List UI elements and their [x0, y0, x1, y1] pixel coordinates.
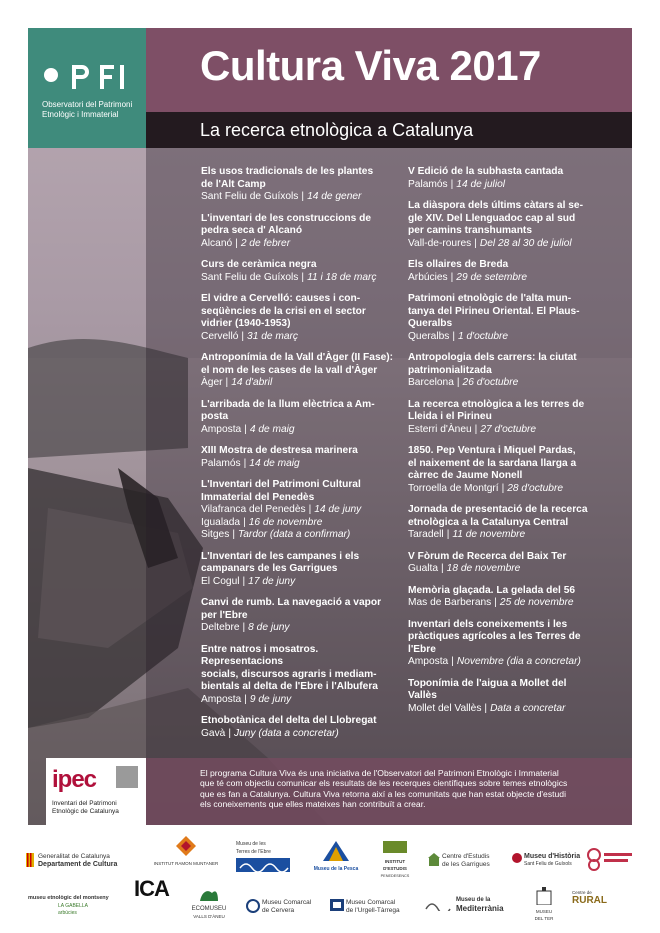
event-place: Sitges — [201, 529, 230, 540]
event-title: etnològica a la Catalunya Central — [408, 516, 569, 528]
cervera-icon — [246, 899, 260, 913]
event-place: Alcanó — [201, 237, 233, 249]
event-place-date — [408, 238, 608, 251]
event-title: 1850. Pep Ventura i Miquel Pardas, — [408, 445, 576, 456]
event-place: Sant Feliu de Guíxols — [201, 191, 299, 202]
event-item — [201, 445, 401, 470]
event-separator: | — [243, 457, 247, 469]
sponsor-logos — [0, 835, 660, 933]
event-place: El Cogul — [201, 575, 240, 587]
cervera-line1: Museu Comarcal — [262, 899, 312, 906]
event-separator: | — [301, 191, 305, 202]
footer-line: els coneixements que elles mateixes han contribuït a crear. — [200, 799, 426, 810]
ipec-logo-box — [46, 758, 146, 825]
event-item — [201, 551, 401, 589]
events-right-column — [408, 166, 608, 724]
event-date: 31 de març — [247, 330, 298, 342]
event-separator: | — [441, 563, 444, 574]
montseny-line2: LA GABELLA — [58, 902, 89, 909]
terres-ebre-line2: Terres de l'Ebre — [236, 848, 271, 855]
event-separator: | — [456, 377, 460, 388]
event-place-date — [201, 504, 401, 517]
event-item — [201, 399, 401, 437]
event-item — [408, 551, 608, 576]
event-title: Queralbs — [408, 318, 453, 329]
event-title: càrrec de Jaume Nonell — [408, 470, 523, 481]
event-place-date — [201, 424, 401, 437]
event-place-date — [408, 424, 608, 437]
event-place-date — [201, 191, 401, 204]
event-place: Igualada — [201, 516, 241, 528]
generalitat-line1: Generalitat de Catalunya — [38, 853, 110, 860]
event-separator: | — [452, 330, 455, 342]
event-item — [408, 445, 608, 495]
event-separator: | — [235, 237, 238, 249]
event-place: Vilafranca del Penedès — [201, 504, 306, 515]
event-title: Els usos tradicionals de les plantes — [201, 166, 374, 177]
event-title: el naixement de la sardana llarga a — [408, 457, 577, 469]
event-title: V Edició de la subhasta cantada — [408, 166, 564, 177]
opei-logo-icon — [42, 62, 136, 96]
museu-comarcal-cervera-logo — [246, 899, 311, 914]
event-place-date — [201, 728, 401, 741]
event-item — [201, 597, 401, 635]
event-separator: | — [450, 178, 454, 190]
event-date: 2 de febrer — [240, 237, 291, 249]
event-item — [408, 200, 608, 250]
event-separator: | — [494, 597, 497, 608]
event-place-date — [408, 483, 608, 496]
iep-icon — [382, 839, 408, 855]
event-item — [201, 352, 401, 390]
event-title: campanars de les Garrigues — [201, 563, 338, 574]
event-place-date — [201, 331, 401, 344]
iep-line3: PENEDESENCS — [380, 873, 410, 878]
ipec-line1: Inventari del Patrimoni — [52, 800, 117, 807]
event-separator: | — [451, 656, 454, 667]
event-place-date — [408, 563, 608, 576]
event-date: 14 de juny — [314, 504, 362, 515]
event-date: 26 d'octubre — [462, 377, 519, 388]
rural-line2: RURAL — [572, 894, 607, 906]
event-title: L'Inventari del Patrimoni Cultural — [201, 479, 361, 490]
event-date: 29 de setembre — [456, 271, 528, 283]
event-item — [201, 213, 401, 251]
ecomuseu-logo — [186, 887, 232, 921]
garrigues-line2: de les Garrigues — [442, 860, 490, 868]
ipec-line2: Etnològic de Catalunya — [52, 808, 119, 815]
event-place: Amposta — [201, 423, 242, 435]
cervera-line2: de Cervera — [262, 906, 295, 914]
opei-org-line1: Observatori del Patrimoni — [42, 100, 133, 109]
event-date: Novembre (dia a concretar) — [456, 656, 581, 667]
iep-logo — [378, 839, 412, 880]
urgell-line2: de l'Urgell-Tàrrega — [346, 906, 400, 914]
event-title: Entre natros i mosatros. Representacions — [201, 643, 319, 667]
event-date: 18 de novembre — [446, 563, 521, 574]
event-date: 14 d'abril — [231, 377, 273, 388]
event-title: tanya del Pirineu Oriental. El Plaus- — [408, 305, 580, 317]
event-title: Toponímia de l'aigua a Mollet del — [408, 677, 567, 689]
events-left-column — [201, 166, 401, 749]
event-place-date — [201, 377, 401, 390]
page-title: Cultura Viva 2017 — [200, 42, 541, 89]
museu-ter-icon — [536, 887, 552, 905]
event-place: Taradell — [408, 529, 444, 540]
event-title: Immaterial del Penedès — [201, 491, 315, 503]
event-item — [408, 504, 608, 542]
event-separator: | — [308, 504, 312, 515]
event-title: bientals al delta de l'Ebre i l'Albufera — [201, 681, 378, 692]
event-item — [408, 619, 608, 669]
event-separator: | — [232, 529, 235, 540]
event-date: 27 d'octubre — [480, 423, 537, 435]
event-title: l'Ebre — [408, 643, 436, 655]
event-title: de l'Alt Camp — [201, 178, 266, 190]
event-title: Patrimoni etnològic de l'alta mun- — [408, 293, 572, 304]
event-date: Del 28 al 30 de juliol — [479, 237, 572, 249]
event-date: 11 i 18 de març — [307, 271, 377, 283]
museu-etnologic-montseny-logo — [28, 895, 109, 918]
event-separator: | — [244, 693, 247, 705]
event-title: Inventari dels coneixements i les — [408, 618, 568, 630]
event-place: Queralbs — [408, 330, 450, 342]
event-place: Cervelló — [201, 330, 239, 342]
event-title: seqüències de la crisi en el sector — [201, 305, 366, 317]
ramon-muntaner-icon — [175, 835, 197, 857]
event-title: patrimonialitzada — [408, 364, 492, 376]
event-title: pedra seca d' Alcanó — [201, 225, 303, 236]
centre-interpretacio-rural-logo — [572, 889, 607, 904]
event-date: 8 de juny — [248, 622, 290, 633]
event-place-date — [408, 377, 608, 390]
ipec-square-icon — [116, 766, 138, 788]
event-date: 14 de juliol — [456, 178, 506, 190]
urgell-line1: Museu Comarcal — [346, 899, 396, 906]
event-place: Àger — [201, 377, 223, 388]
event-date: 14 de gener — [307, 191, 362, 202]
event-separator: | — [241, 330, 245, 342]
event-place-date — [408, 179, 608, 192]
event-item — [201, 715, 401, 740]
generalitat-logo — [28, 853, 117, 868]
event-item — [408, 678, 608, 716]
event-item — [201, 259, 401, 284]
event-place: Mollet del Vallès — [408, 702, 482, 714]
event-item — [201, 166, 401, 204]
event-item — [201, 479, 401, 542]
event-title: Canvi de rumb. La navegació a vapor — [201, 597, 382, 608]
event-title: El vidre a Cervelló: causes i con- — [201, 293, 361, 304]
ecomuseu-line2: VALLS D'ÀNEU — [193, 914, 225, 919]
event-separator: | — [450, 271, 454, 283]
event-separator: | — [474, 423, 478, 435]
sant-feliu-line2: Sant Feliu de Guíxols — [524, 860, 572, 867]
event-separator: | — [244, 423, 247, 435]
event-title: L'inventari de les construccions de — [201, 212, 371, 224]
museu-historia-sant-feliu-logo — [512, 853, 580, 868]
event-date: Tardor (data a confirmar) — [237, 529, 351, 540]
event-title: Lleida i el Pirineu — [408, 411, 492, 422]
event-date: 16 de novembre — [248, 516, 323, 528]
mediterrania-line1: Museu de la — [456, 897, 491, 903]
museu-pesca-icon — [321, 841, 351, 863]
event-date: 9 de juny — [249, 693, 292, 705]
footer-line: El programa Cultura Viva és una iniciativa de l'Observatori del Patrimoni Etnològic i Immaterial — [200, 768, 559, 778]
event-item — [408, 352, 608, 390]
event-separator: | — [474, 237, 477, 249]
event-title: Antropologia dels carrers: la ciutat — [408, 352, 577, 363]
rural-line1: Centre de — [572, 890, 592, 895]
event-title: vidrier (1940-1953) — [201, 318, 291, 329]
event-place-date — [408, 331, 608, 344]
event-separator: | — [301, 271, 305, 283]
montseny-line3: arbúcies — [58, 910, 77, 916]
ipec-caption — [52, 800, 144, 816]
event-item — [201, 644, 401, 707]
event-title: per l'Ebre — [201, 609, 248, 621]
event-place-date — [408, 597, 608, 610]
event-place-date — [201, 576, 401, 589]
event-item — [408, 585, 608, 610]
footer-line: que es fan a Catalunya. Cultura Viva retorna així a les comunitats que han estat objecte d'estudi — [200, 788, 566, 799]
ramon-muntaner-text: INSTITUT RAMON MUNTANER — [153, 860, 219, 866]
event-separator: | — [484, 702, 488, 714]
museu-mediterrania-logo — [456, 897, 504, 912]
centre-estudis-garrigues-logo — [428, 853, 490, 868]
event-place-date — [408, 529, 608, 542]
event-place-date — [408, 272, 608, 285]
event-separator: | — [225, 377, 229, 388]
event-title: La recerca etnològica a les terres de — [408, 398, 585, 410]
event-separator: | — [446, 529, 450, 540]
ramon-muntaner-logo — [150, 835, 222, 867]
museu-del-ter-logo — [530, 887, 558, 923]
event-date: 17 de juny — [248, 575, 296, 587]
event-item — [408, 293, 608, 343]
event-date: 14 de maig — [249, 457, 300, 469]
event-title: socials, discursos agraris i mediam- — [201, 668, 377, 680]
event-separator: | — [501, 482, 505, 494]
iep-line2: D'ESTUDIS — [383, 866, 407, 871]
event-title: L'Inventari de les campanes i els — [201, 550, 360, 562]
event-title: La diàspora dels últims càtars al se- — [408, 200, 583, 211]
event-place: Palamós — [408, 178, 448, 190]
event-item — [408, 166, 608, 191]
event-title: Vallès — [408, 690, 437, 701]
event-title: Curs de ceràmica negra — [201, 259, 317, 270]
event-separator: | — [243, 516, 246, 528]
event-date: 25 de novembre — [499, 597, 574, 608]
event-title: Jornada de presentació de la recerca — [408, 504, 588, 515]
generalitat-flag-icon — [26, 853, 34, 867]
museu-ter-line1: MUSEU — [535, 908, 553, 914]
event-title: el nom de les cases de la vall d'Àger — [201, 364, 378, 376]
event-place: Sant Feliu de Guíxols — [201, 271, 299, 283]
event-date: 1 d'octubre — [458, 330, 509, 342]
museu-ter-line2: DEL TER — [534, 916, 554, 921]
garrigues-line1: Centre d'Estudis — [442, 853, 490, 860]
event-title: pràctiques agrícoles a les Terres de — [408, 631, 581, 642]
event-date: 11 de novembre — [452, 529, 526, 540]
urgell-icon — [330, 899, 344, 911]
garrigues-icon — [428, 853, 440, 867]
ica-logo: ICA — [134, 876, 169, 901]
event-place-date — [201, 517, 401, 530]
event-date: Juny (data a concretar) — [234, 727, 339, 739]
event-place: Esterri d'Àneu — [408, 423, 472, 435]
sant-feliu-icon — [512, 853, 522, 863]
event-place: Vall-de-roures — [408, 237, 472, 249]
event-separator: | — [242, 575, 246, 587]
event-separator: | — [242, 622, 246, 633]
event-place: Mas de Barberans — [408, 597, 492, 608]
iep-line1: INSTITUT — [384, 858, 406, 864]
footer-line: que té com objectiu comunicar els resultats de les recerques científiques sobre temes etnològics — [200, 778, 568, 789]
event-title: posta — [201, 411, 229, 422]
event-title: Antroponímia de la Vall d'Àger (II Fase): — [201, 352, 394, 363]
generalitat-line2: Departament de Cultura — [38, 860, 118, 868]
event-place-date — [201, 238, 401, 251]
opei-org-line2: Etnològic i Immaterial — [42, 110, 119, 119]
event-place-date — [201, 694, 401, 707]
event-title: V Fòrum de Recerca del Baix Ter — [408, 550, 567, 562]
museu-comarcal-urgell-logo — [330, 899, 400, 914]
event-place: Amposta — [201, 693, 242, 705]
event-title: per camins transhumants — [408, 225, 532, 236]
event-title: XIII Mostra de destresa marinera — [201, 445, 358, 456]
terres-ebre-line1: Museu de les — [236, 841, 266, 847]
event-place-date — [408, 703, 608, 716]
ecomuseu-line1: ECOMUSEU — [191, 905, 227, 912]
event-date: Data a concretar — [490, 702, 566, 714]
event-item — [408, 399, 608, 437]
event-place: Gualta — [408, 563, 439, 574]
event-title: Memòria glaçada. La gelada del 56 — [408, 584, 576, 596]
event-place: Torroella de Montgrí — [408, 482, 499, 494]
event-date: 4 de maig — [249, 423, 295, 435]
event-place: Arbúcies — [408, 271, 448, 283]
event-item — [408, 259, 608, 284]
event-separator: | — [228, 727, 232, 739]
museu-terres-ebre-logo — [236, 841, 290, 877]
event-place: Deltebre — [201, 622, 240, 633]
event-place-date — [201, 529, 401, 542]
museu-sardana-icon — [424, 899, 452, 911]
event-place: Amposta — [408, 656, 449, 667]
event-date: 28 d'octubre — [507, 482, 564, 494]
event-title: Els ollaires de Breda — [408, 259, 509, 270]
page-subtitle: La recerca etnològica a Catalunya — [200, 120, 474, 140]
event-title: gle XIV. Del Llenguadoc cap al sud — [408, 212, 576, 224]
event-title: Etnobotànica del delta del Llobregat — [201, 715, 377, 726]
sant-feliu-line1: Museu d'Història — [524, 853, 581, 860]
opei-logo-text — [42, 100, 146, 120]
terres-ebre-wave-icon — [236, 856, 290, 874]
event-place-date — [201, 622, 401, 635]
event-place-date — [201, 272, 401, 285]
event-title: L'arribada de la llum elèctrica a Am- — [201, 398, 375, 410]
ipec-logo: ipec — [52, 766, 97, 793]
event-place: Palamós — [201, 457, 241, 469]
event-place-date — [201, 458, 401, 471]
footer-text — [200, 768, 620, 810]
espai-molinet-logo-icon — [584, 847, 634, 871]
museu-pesca-text: Museu de la Pesca — [313, 865, 359, 872]
event-item — [201, 293, 401, 343]
ecomuseu-icon — [198, 887, 220, 903]
event-place: Gavà — [201, 727, 226, 739]
montseny-line1: museu etnològic del montseny — [28, 895, 109, 901]
event-place: Barcelona — [408, 377, 454, 388]
museu-pesca-logo — [308, 841, 364, 873]
mediterrania-line2: Mediterrània — [456, 903, 504, 913]
event-place-date — [408, 656, 608, 669]
